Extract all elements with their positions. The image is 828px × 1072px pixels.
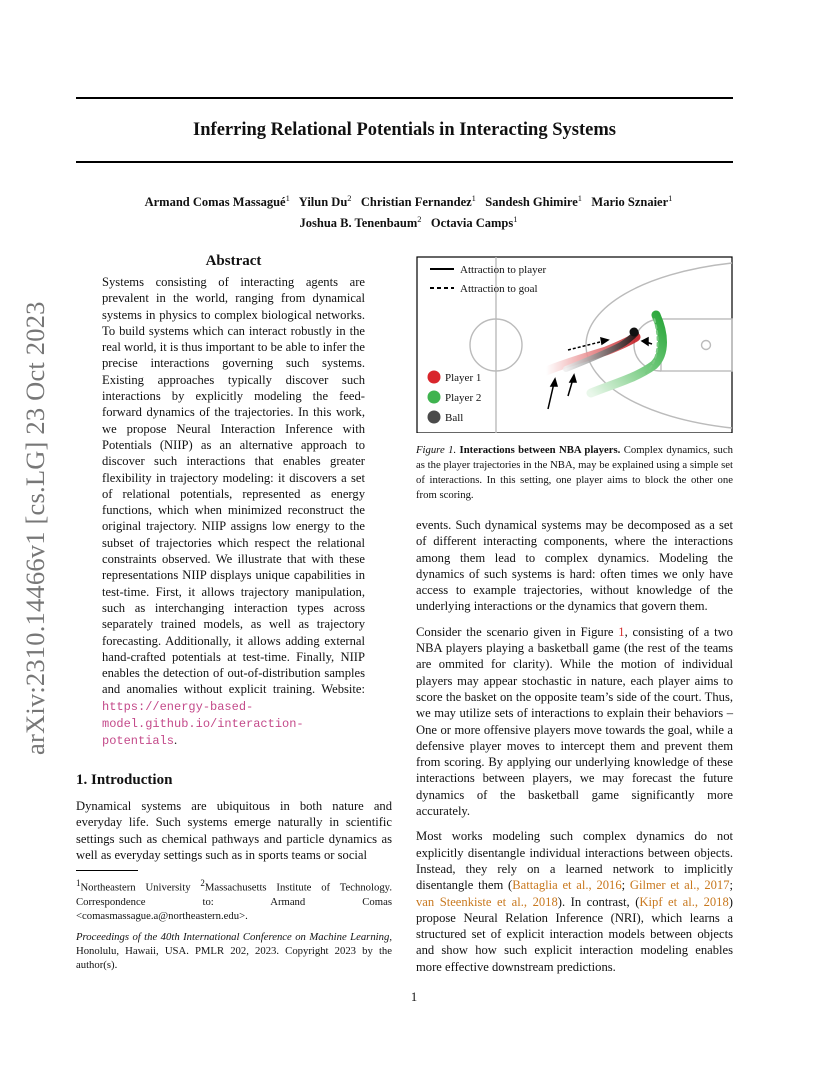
- top-rule: [76, 97, 733, 99]
- abstract-text: Systems consisting of interacting agents are prevalent in the world, ranging from dynamical systems in physics to complex biological networks. To build systems which can interact robustly in the real world, it is thus important to be able to infer the precise interactions governing such systems. Existing approaches typically discover such interactions by explicitly modeling the feed-forward dynamics of the trajectories. In this work, we propose Neural Interaction Inference with Potentials (NIIP) as an alternative approach to discover such interactions that enables greater flexibility in trajectory modeling: it discovers a set of relational potentials, represented as energy functions, which when minimized reconstruct the original trajectory. NIIP assigns low energy to the subset of trajectories which respect the relational constraints observed. We illustrate that with these representations NIIP displays unique capabilities in test-time. First, it allows trajectory manipulation, such as interchanging interaction types across separately trained models, as well as trajectory forecasting. Additionally, it allows adding external hand-crafted potentials at test-time. Finally, NIIP enables the detection of out-of-distribution samples and anomalies without explicit training. Website:: [102, 275, 366, 697]
- proceedings-details: , Honolulu, Hawaii, USA. PMLR 202, 2023. Copyright 2023 by the author(s).: [76, 931, 392, 971]
- affiliation-mark: 1: [668, 193, 673, 203]
- proceedings-venue: Proceedings of the 40th International Conference on Machine Learning: [76, 931, 390, 943]
- author-name: Joshua B. Tenenbaum: [299, 216, 418, 231]
- ball-position: [630, 328, 639, 337]
- affiliation-mark: 2: [347, 193, 352, 203]
- footnote-affiliation-1: Northeastern University: [80, 881, 191, 894]
- player2-marker: [428, 391, 441, 404]
- caption-text: Complex dynamics, such as the player trajectories in the NBA, may be explained using a simple set of interactions. In this setting, one player aims to block the other one from scoring.: [416, 444, 733, 501]
- affiliation-mark: 2: [417, 214, 422, 225]
- abstract-heading: Abstract: [205, 253, 262, 269]
- intro-paragraph: Dynamical systems are ubiquitous in both nature and everyday life. Such systems emerge naturally in scientific settings such as chemical pathways and particle dynamics as well as everyday settings such as in sports teams or social: [76, 799, 392, 863]
- legend-player1-label: Player 1: [445, 372, 482, 384]
- citation-link[interactable]: Gilmer et al., 2017: [629, 878, 730, 893]
- legend-solid-label: Attraction to player: [460, 264, 547, 276]
- caption-label: Figure 1.: [416, 444, 457, 456]
- figure-caption: [416, 443, 733, 503]
- author-name: Sandesh Ghimire: [485, 195, 578, 210]
- footnote-correspondence: Correspondence to: Armand Comas <comasmassague.a@northeastern.edu>.: [76, 895, 392, 922]
- author-list: [80, 190, 737, 232]
- paragraph: Most works modeling such complex dynamics do not explicitly disentangle individual interactions between objects. Instead, they rely on a learned network to implicitly disentangle them (Battaglia et al., 2016; Gilmer et al., 2017; van Steenkiste et al., 2018). In contrast, (Kipf et al., 2018) propose Neural Relation Inference (NRI), which learns a structured set of explicit interaction models between objects and show how such explicit interaction modeling enables more effective downstream predictions.: [416, 829, 734, 974]
- author-line-2: [80, 211, 737, 232]
- proceedings-note: [76, 930, 392, 972]
- title-rule: [76, 161, 733, 163]
- legend-dashed-label: Attraction to goal: [460, 283, 538, 295]
- right-column-text: [416, 517, 733, 984]
- abstract-end: .: [174, 733, 178, 748]
- affiliation-mark: 1: [577, 193, 583, 203]
- page-number: 1: [410, 990, 418, 1004]
- citation-link[interactable]: Battaglia et al., 2016: [512, 878, 622, 893]
- author-name: Yilun Du: [298, 195, 348, 210]
- legend-ball-label: Ball: [445, 412, 464, 424]
- website-link[interactable]: https://energy-based-model.github.io/interaction-potentials: [102, 699, 304, 749]
- player1-marker: [428, 371, 441, 384]
- figure-reference-link[interactable]: 1: [618, 624, 625, 639]
- author-name: Christian Fernandez: [360, 195, 472, 210]
- arxiv-stamp: arXiv:2310.14466v1 [cs.LG] 23 Oct 2023: [20, 301, 50, 755]
- caption-title: Interactions between NBA players.: [459, 444, 621, 456]
- author-name: Octavia Camps: [430, 216, 514, 231]
- abstract-body: [102, 274, 365, 750]
- footnote-affiliation-2: Massachusetts Institute of Technology.: [204, 881, 392, 894]
- footnote-rule: [76, 870, 138, 871]
- citation-link[interactable]: van Steenkiste et al., 2018: [416, 894, 558, 909]
- ball-marker: [428, 411, 441, 424]
- paragraph: events. Such dynamical systems may be decomposed as a set of different interacting components, where the interactions among them lead to complex dynamics. Modeling the dynamics of such systems is hard: often times we only have access to example trajectories, without knowledge of the underlying interactions or the dynamics that govern them.: [416, 518, 733, 614]
- section-heading-introduction: 1. Introduction: [76, 772, 173, 788]
- affiliation-mark: 1: [471, 193, 476, 203]
- author-name: Mario Sznaier: [591, 195, 669, 210]
- figure-nba-court: [416, 253, 733, 433]
- paper-title: Inferring Relational Potentials in Interacting Systems: [193, 120, 616, 140]
- legend-player2-label: Player 2: [445, 392, 482, 404]
- author-name: Armand Comas Massagué: [144, 195, 286, 210]
- citation-link[interactable]: Kipf et al., 2018: [639, 894, 729, 909]
- paragraph: Consider the scenario given in Figure 1, consisting of a two NBA players playing a basketball game (the rest of the teams are ommited for clarity). While the motion of individual players may appear stochastic in nature, each player aims to score the basket on the opposite team’s side of the court. Thus, we may utilize sets of interactions to explain their behaviors – One or more offensive players move towards the goal, while a defensive player moves to intercept them and prevent them from scoring. By applying our underlying knowledge of these interactions between players, we may forecast the future dynamics of the basketball game significantly more accurately.: [416, 624, 733, 819]
- affiliation-mark: 1: [513, 214, 518, 225]
- author-line-1: [80, 190, 737, 211]
- affiliation-mark: 1: [285, 193, 290, 203]
- footnote: $^1$Northeastern University $^2$Massachusetts Institute of Technology. Correspondence to: Armand Comas <comasmassague.a@northeastern.edu>.: [76, 878, 392, 922]
